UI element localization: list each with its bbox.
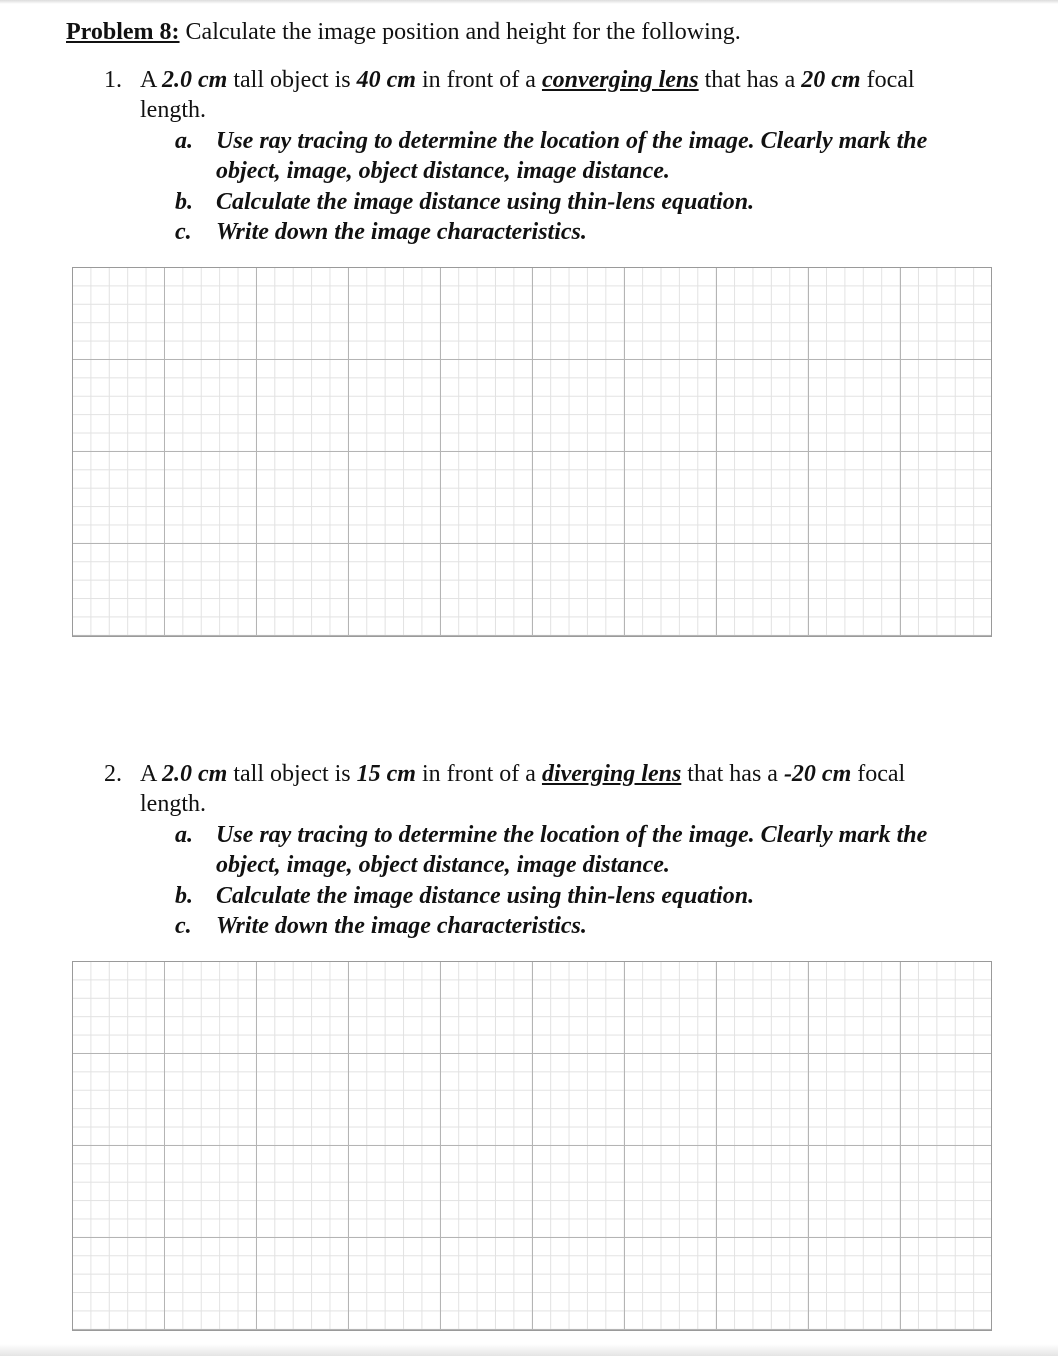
problem-2-text: focal [851, 761, 906, 787]
part-text: Calculate the image distance using thin-lens equation. [216, 883, 755, 909]
part-text: Write down the image characteristics. [216, 219, 587, 245]
problem-2-number: 2. [104, 761, 122, 787]
problem-2-statement-line-2: length. [140, 791, 206, 817]
problem-2-text: A [140, 761, 163, 787]
problem-instruction: Calculate the image position and height for the following. [185, 19, 741, 45]
part-letter: a. [175, 822, 193, 848]
problem-2-object-height: 2.0 cm [162, 761, 228, 787]
problem-1-statement-line-2: length. [140, 97, 206, 123]
problem-1-lens-type: converging lens [541, 67, 699, 93]
part-letter: a. [175, 128, 193, 154]
part-letter: c. [175, 913, 192, 939]
graph-paper-grid-1 [72, 267, 992, 637]
problem-1-object-distance: 40 cm [356, 67, 416, 93]
problem-2-text: that has a [681, 761, 784, 787]
problem-2-lens-type: diverging lens [541, 761, 682, 787]
part-letter: b. [175, 189, 193, 215]
problem-1-text: A [140, 67, 163, 93]
part-text: object, image, object distance, image distance. [216, 852, 670, 878]
part-text: Use ray tracing to determine the location of the image. Clearly mark the [216, 128, 928, 154]
part-text: Calculate the image distance using thin-lens equation. [216, 189, 755, 215]
part-text: Write down the image characteristics. [216, 913, 587, 939]
problem-2-object-distance: 15 cm [356, 761, 416, 787]
part-text: Use ray tracing to determine the location of the image. Clearly mark the [216, 822, 928, 848]
problem-2-focal-length: -20 cm [783, 761, 852, 787]
page-bottom-edge [0, 1344, 1058, 1356]
part-letter: c. [175, 219, 192, 245]
problem-1-statement [140, 65, 915, 95]
graph-paper-grid-2 [72, 961, 992, 1331]
problem-1-text: focal [860, 67, 915, 93]
problem-label: Problem 8: [66, 19, 180, 45]
problem-1-text: that has a [698, 67, 802, 93]
problem-1-focal-length: 20 cm [801, 67, 861, 93]
problem-heading [66, 17, 741, 47]
page-top-edge [0, 0, 1058, 4]
problem-2-text: tall object is [227, 761, 357, 787]
problem-1-text: tall object is [227, 67, 357, 93]
problem-1-object-height: 2.0 cm [162, 67, 228, 93]
part-text: object, image, object distance, image distance. [216, 158, 670, 184]
problem-2-text: in front of a [415, 761, 542, 787]
problem-1-text: in front of a [415, 67, 542, 93]
part-letter: b. [175, 883, 193, 909]
problem-1-number: 1. [104, 67, 122, 93]
problem-2-statement [140, 759, 905, 789]
